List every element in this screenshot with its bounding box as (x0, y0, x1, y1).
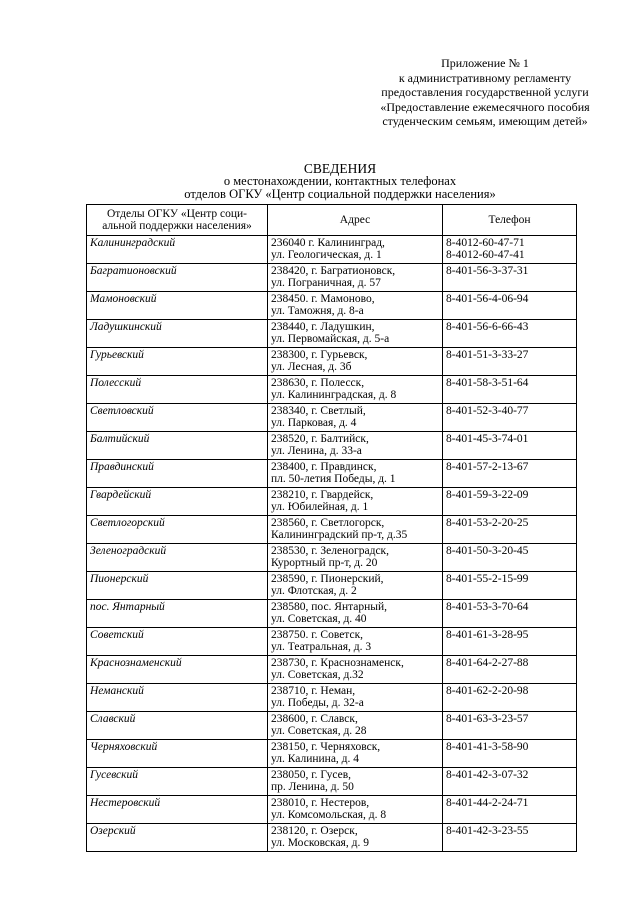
address-line: ул. Советская, д. 40 (271, 613, 367, 626)
address-line: пр. Ленина, д. 50 (271, 781, 354, 794)
address-cell (268, 740, 443, 768)
phone-cell (443, 656, 577, 684)
phone-cell (443, 740, 577, 768)
address-line: 238630, г. Полесск, (271, 377, 365, 389)
phone-line: 8-401-56-3-37-31 (446, 265, 529, 277)
department-name: Ладушкинский (87, 320, 268, 348)
phone-line: 8-401-57-2-13-67 (446, 461, 529, 473)
phone-line: 8-401-53-3-70-64 (446, 601, 529, 613)
header-address: Адрес (268, 205, 443, 236)
table-row (87, 572, 577, 600)
table-row (87, 320, 577, 348)
department-name: Багратионовский (87, 264, 268, 292)
department-name: Советский (87, 628, 268, 656)
address-line: ул. Советская, д.32 (271, 669, 364, 682)
address-line: 238340, г. Светлый, (271, 405, 366, 417)
address-line: ул. Флотская, д. 2 (271, 585, 357, 598)
department-name: Озерский (87, 824, 268, 852)
phone-cell (443, 516, 577, 544)
phone-cell (443, 572, 577, 600)
address-line: пл. 50-летия Победы, д. 1 (271, 473, 396, 486)
address-cell (268, 628, 443, 656)
address-cell (268, 432, 443, 460)
table-row (87, 376, 577, 404)
document-subtitle: о местонахождении, контактных телефонах (223, 174, 457, 188)
address-line: ул. Лесная, д. 3б (271, 361, 352, 374)
address-line: 238210, г. Гвардейск, (271, 489, 374, 501)
address-cell (268, 488, 443, 516)
address-line: 238580, пос. Янтарный, (271, 601, 388, 613)
address-line: 236040 г. Калининград, (271, 237, 385, 249)
department-name: Пионерский (87, 572, 268, 600)
address-line: ул. Геологическая, д. 1 (271, 249, 382, 262)
phone-cell (443, 376, 577, 404)
table-row (87, 516, 577, 544)
department-name: Неманский (87, 684, 268, 712)
address-line: ул. Калинина, д. 4 (271, 753, 360, 766)
department-name: Гвардейский (87, 488, 268, 516)
table-row (87, 628, 577, 656)
department-name: Светлогорский (87, 516, 268, 544)
phone-line: 8-4012-60-47-41 (446, 249, 525, 262)
address-line: 238150, г. Черняховск, (271, 741, 381, 753)
department-name: Краснознаменский (87, 656, 268, 684)
phone-line: 8-401-55-2-15-99 (446, 573, 529, 585)
address-cell (268, 768, 443, 796)
department-name: Черняховский (87, 740, 268, 768)
address-line: ул. Театральная, д. 3 (271, 641, 372, 654)
address-line: ул. Юбилейная, д. 1 (271, 501, 369, 514)
address-cell (268, 544, 443, 572)
address-line: ул. Московская, д. 9 (271, 837, 369, 850)
address-cell (268, 516, 443, 544)
appendix-block (360, 56, 610, 129)
address-line: 238560, г. Светлогорск, (271, 517, 385, 529)
table-row (87, 824, 577, 852)
table-row (87, 544, 577, 572)
phone-line: 8-401-45-3-74-01 (446, 433, 529, 445)
phone-line: 8-401-64-2-27-88 (446, 657, 529, 669)
address-cell (268, 292, 443, 320)
appendix-line: «Предоставление ежемесячного пособия (380, 99, 590, 114)
phone-line: 8-401-44-2-24-71 (446, 797, 529, 809)
phone-cell (443, 264, 577, 292)
phone-cell (443, 432, 577, 460)
address-line: ул. Первомайская, д. 5-а (271, 333, 390, 346)
phone-line: 8-401-51-3-33-27 (446, 349, 529, 361)
table-header-row (87, 205, 577, 236)
table-row (87, 292, 577, 320)
table-row (87, 348, 577, 376)
table-row (87, 404, 577, 432)
address-line: ул. Калининградская, д. 8 (271, 389, 397, 402)
address-cell (268, 712, 443, 740)
phone-line: 8-401-42-3-07-32 (446, 769, 529, 781)
address-cell (268, 600, 443, 628)
phone-line: 8-401-56-6-66-43 (446, 321, 529, 333)
phone-line: 8-401-56-4-06-94 (446, 293, 529, 305)
address-cell (268, 824, 443, 852)
phone-cell (443, 544, 577, 572)
appendix-line: предоставления государственной услуги (381, 85, 589, 99)
header-departments-line: Отделы ОГКУ «Центр соци- (107, 207, 247, 220)
phone-cell (443, 320, 577, 348)
departments-table (86, 204, 577, 852)
header-departments (87, 205, 268, 236)
document-subtitle: отделов ОГКУ «Центр социальной поддержки населения» (184, 187, 496, 201)
address-cell (268, 684, 443, 712)
address-line: ул. Пограничная, д. 57 (271, 277, 381, 290)
department-name: Балтийский (87, 432, 268, 460)
phone-cell (443, 404, 577, 432)
table-row (87, 432, 577, 460)
address-line: Курортный пр-т, д. 20 (271, 557, 378, 570)
address-line: 238710, г. Неман, (271, 685, 356, 697)
department-name: пос. Янтарный (87, 600, 268, 628)
phone-cell (443, 460, 577, 488)
address-line: ул. Победы, д. 32-а (271, 697, 364, 710)
address-line: 238590, г. Пионерский, (271, 573, 384, 585)
address-line: ул. Парковая, д. 4 (271, 417, 357, 430)
address-line: 238730, г. Краснознаменск, (271, 657, 404, 669)
address-cell (268, 460, 443, 488)
address-line: 238530, г. Зеленоградск, (271, 545, 390, 557)
phone-line: 8-401-62-2-20-98 (446, 685, 529, 697)
department-name: Славский (87, 712, 268, 740)
address-line: 238750. г. Советск, (271, 629, 364, 641)
department-name: Гурьевский (87, 348, 268, 376)
phone-cell (443, 600, 577, 628)
phone-line: 8-401-52-3-40-77 (446, 405, 529, 417)
department-name: Нестеровский (87, 796, 268, 824)
phone-cell (443, 796, 577, 824)
address-line: 238420, г. Багратионовск, (271, 265, 396, 277)
department-name: Полесский (87, 376, 268, 404)
header-departments-line: альной поддержки населения» (102, 220, 252, 232)
phone-line: 8-401-50-3-20-45 (446, 545, 529, 557)
department-name: Зеленоградский (87, 544, 268, 572)
table-row (87, 656, 577, 684)
table-row (87, 740, 577, 768)
phone-cell (443, 768, 577, 796)
phone-cell (443, 488, 577, 516)
address-cell (268, 656, 443, 684)
phone-cell (443, 348, 577, 376)
table-row (87, 600, 577, 628)
table-row (87, 460, 577, 488)
address-line: 238400, г. Правдинск, (271, 461, 377, 473)
table-body (87, 236, 577, 852)
appendix-line: студенческим семьям, имеющим детей» (382, 114, 588, 128)
table-row (87, 768, 577, 796)
address-line: ул. Таможня, д. 8-а (271, 305, 364, 318)
table-row (87, 684, 577, 712)
address-line: ул. Ленина, д. 33-а (271, 445, 362, 458)
address-cell (268, 796, 443, 824)
department-name: Калининградский (87, 236, 268, 264)
table-row (87, 264, 577, 292)
address-line: 238120, г. Озерск, (271, 825, 358, 837)
table-row (87, 488, 577, 516)
address-line: 238300, г. Гурьевск, (271, 349, 368, 361)
header-phone: Телефон (443, 205, 577, 236)
address-cell (268, 572, 443, 600)
address-cell (268, 264, 443, 292)
address-cell (268, 348, 443, 376)
address-cell (268, 236, 443, 264)
address-cell (268, 376, 443, 404)
address-line: Калининградский пр-т, д.35 (271, 529, 408, 542)
department-name: Гусевский (87, 768, 268, 796)
phone-line: 8-401-63-3-23-57 (446, 713, 529, 725)
phone-line: 8-401-58-3-51-64 (446, 377, 529, 389)
address-line: ул. Комсомольская, д. 8 (271, 809, 387, 822)
address-line: 238450. г. Мамоново, (271, 293, 375, 305)
address-line: 238440, г. Ладушкин, (271, 321, 375, 333)
table-row (87, 236, 577, 264)
phone-cell (443, 628, 577, 656)
address-line: 238600, г. Славск, (271, 713, 358, 725)
address-line: 238050, г. Гусев, (271, 769, 352, 781)
phone-cell (443, 684, 577, 712)
phone-cell (443, 292, 577, 320)
phone-cell (443, 824, 577, 852)
phone-line: 8-401-41-3-58-90 (446, 741, 529, 753)
department-name: Мамоновский (87, 292, 268, 320)
address-line: 238010, г. Нестеров, (271, 797, 370, 809)
document-heading (150, 162, 530, 201)
phone-line: 8-401-42-3-23-55 (446, 825, 529, 837)
phone-line: 8-4012-60-47-71 (446, 237, 525, 249)
table-row (87, 796, 577, 824)
phone-cell (443, 236, 577, 264)
address-line: 238520, г. Балтийск, (271, 433, 369, 445)
address-cell (268, 320, 443, 348)
address-line: ул. Советская, д. 28 (271, 725, 367, 738)
department-name: Правдинский (87, 460, 268, 488)
phone-line: 8-401-59-3-22-09 (446, 489, 529, 501)
appendix-line: к административному регламенту (398, 70, 572, 85)
document-title: СВЕДЕНИЯ (303, 161, 377, 176)
appendix-line: Приложение № 1 (441, 56, 529, 70)
department-name: Светловский (87, 404, 268, 432)
phone-cell (443, 712, 577, 740)
address-cell (268, 404, 443, 432)
table-row (87, 712, 577, 740)
phone-line: 8-401-53-2-20-25 (446, 517, 529, 529)
phone-line: 8-401-61-3-28-95 (446, 629, 529, 641)
